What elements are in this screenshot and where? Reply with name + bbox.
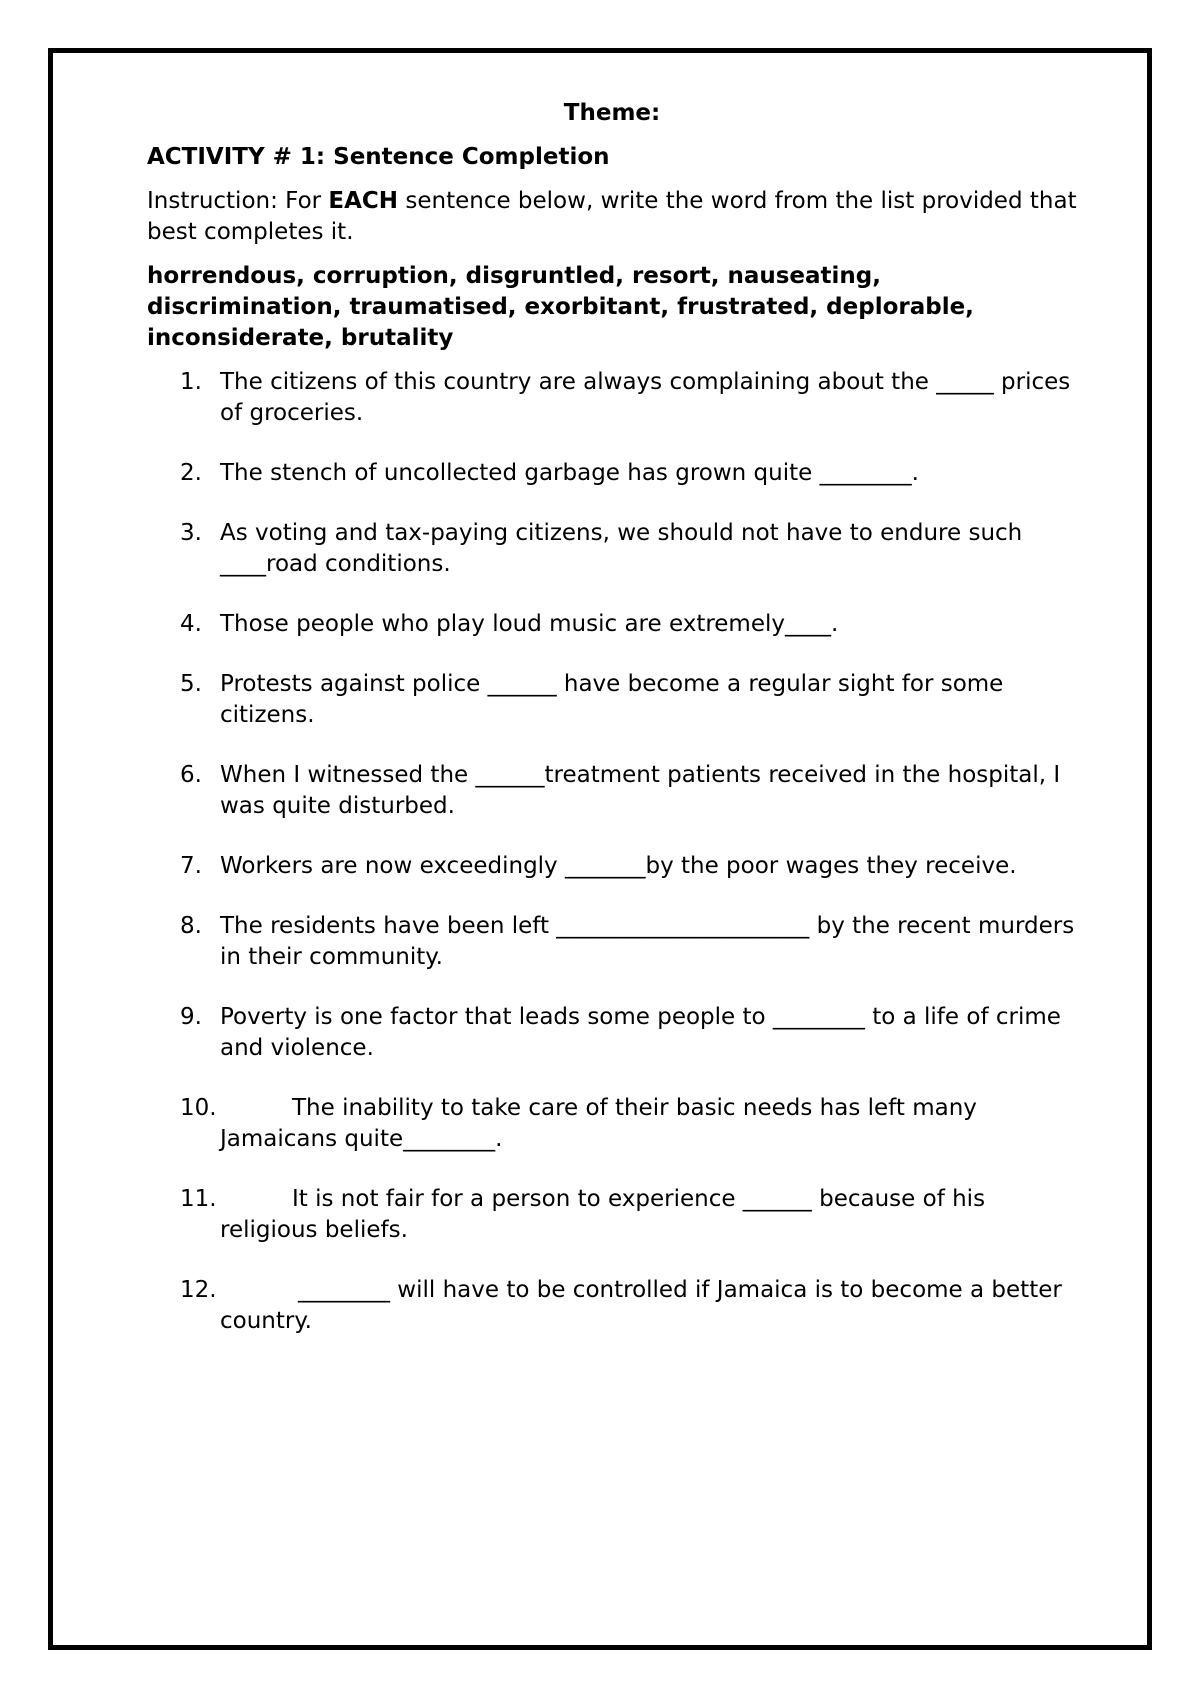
- question-number: 2.: [180, 460, 202, 486]
- question-item: [147, 518, 1077, 580]
- question-number: 12.: [180, 1277, 217, 1303]
- question-text: The residents have been left ______________________ by the recent murders in their community.: [220, 913, 1075, 970]
- question-item: [147, 458, 1077, 489]
- question-item: [147, 851, 1077, 882]
- question-list: [147, 367, 1077, 1337]
- question-item: [147, 1002, 1077, 1064]
- activity-title: ACTIVITY # 1: Sentence Completion: [147, 144, 610, 170]
- question-item: [147, 1184, 1077, 1246]
- question-text: As voting and tax-paying citizens, we should not have to endure such ____road conditions.: [220, 520, 1023, 577]
- question-item: [147, 367, 1077, 429]
- question-text: Poverty is one factor that leads some people to ________ to a life of crime and violence.: [220, 1004, 1061, 1061]
- theme-heading: Theme:: [563, 100, 661, 126]
- question-number: 4.: [180, 611, 202, 637]
- worksheet-content: [147, 98, 1077, 1366]
- question-number: 1.: [180, 369, 202, 395]
- question-text: Workers are now exceedingly _______by the poor wages they receive.: [220, 853, 1017, 879]
- instruction-suffix: sentence below, write the word from the list provided that best completes it.: [147, 188, 1077, 245]
- question-item: [147, 609, 1077, 640]
- word-bank: horrendous, corruption, disgruntled, resort, nauseating, discrimination, traumatised, exorbitant, frustrated, deplorable, inconsiderate, brutality: [147, 263, 974, 351]
- question-item: [147, 1093, 1077, 1155]
- question-text: The stench of uncollected garbage has grown quite ________.: [220, 460, 919, 486]
- question-number: 8.: [180, 913, 202, 939]
- question-text: The citizens of this country are always complaining about the _____ prices of groceries.: [220, 369, 1071, 426]
- question-text: When I witnessed the ______treatment patients received in the hospital, I was quite disturbed.: [220, 762, 1061, 819]
- question-item: [147, 760, 1077, 822]
- question-text: Protests against police ______ have become a regular sight for some citizens.: [220, 671, 1004, 728]
- question-item: [147, 1275, 1077, 1337]
- question-item: [147, 911, 1077, 973]
- question-number: 6.: [180, 762, 202, 788]
- question-number: 9.: [180, 1004, 202, 1030]
- instruction-prefix: Instruction: For: [147, 188, 329, 214]
- question-text: ________ will have to be controlled if Jamaica is to become a better country.: [220, 1277, 1062, 1334]
- instruction-emphasis: EACH: [328, 188, 399, 214]
- question-text: It is not fair for a person to experience ______ because of his religious beliefs.: [220, 1186, 986, 1243]
- question-number: 10.: [180, 1095, 217, 1121]
- question-text: Those people who play loud music are extremely____.: [220, 611, 839, 637]
- instruction-text: [147, 186, 1077, 248]
- question-number: 11.: [180, 1186, 217, 1212]
- question-number: 5.: [180, 671, 202, 697]
- question-number: 7.: [180, 853, 202, 879]
- question-number: 3.: [180, 520, 202, 546]
- question-text: The inability to take care of their basic needs has left many Jamaicans quite________.: [220, 1095, 977, 1152]
- question-item: [147, 669, 1077, 731]
